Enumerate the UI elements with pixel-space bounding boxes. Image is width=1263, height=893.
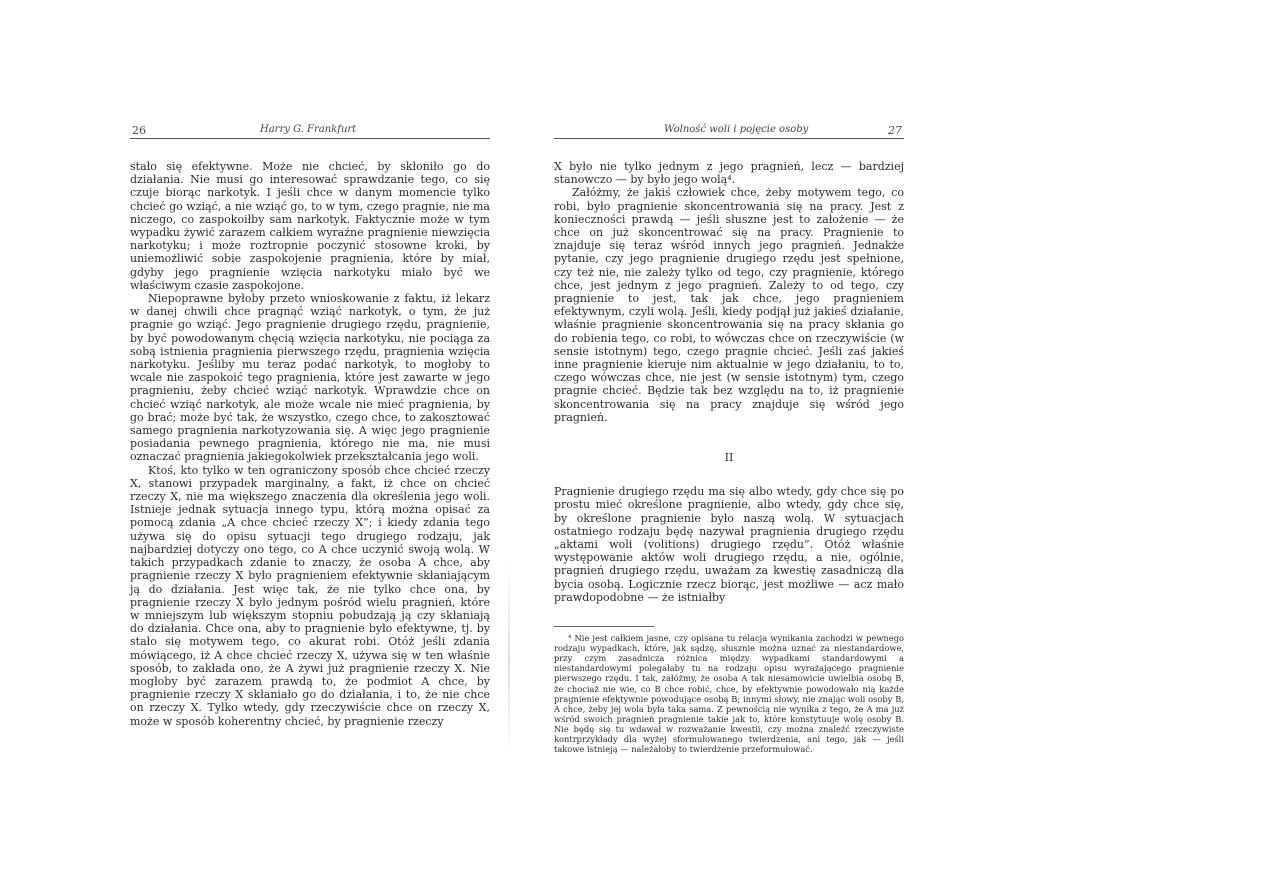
author-name: Harry G. Frankfurt	[260, 124, 357, 135]
right-page	[554, 120, 904, 754]
paragraph: Załóżmy, że jakiś człowiek chce, żeby motywem tego, co robi, było pragnienie skoncentrowania się na pracy. Jest z konieczności prawdą — jeśli słuszne jest to założenie — że chce on już skoncentrować się na pracy. Pragnienie to znajduje się teraz wśród innych jego pragnień. Jednakże pytanie, czy jego pragnienie drugiego rzędu jest spełnione, czy też nie, nie zależy tylko od tego, czy pragnienie, którego chce, jest jednym z jego pragnień. Zależy to od tego, czy pragnienie to jest, tak jak chce, jego pragnieniem efektywnym, czyli wolą. Jeśli, kiedy podjął już jakieś działanie, właśnie pragnienie skoncentrowania się na pracy skłania go do robienia tego, co robi, to wówczas chce on rzeczywiście (w sensie istotnym) tego, czego pragnie chcieć. Jeśli zaś jakieś inne pragnienie kieruje nim aktualnie w jego działaniu, to to, czego wówczas chce, nie jest (w sensie istotnym) tym, czego pragnie chcieć. Będzie tak bez względu na to, iż pragnienie skoncentrowania się na pracy znajduje się wśród jego pragnień.	[554, 186, 904, 424]
footnote-text: ⁴ Nie jest całkiem jasne, czy opisana tu relacja wynikania zachodzi w pewnego rodzaju wypadkach, które, jak sądzę, słusznie można uznać za niestandardowe, przy czym zasadnicza różnica między wypadkami standardowymi a niestandardowymi polegałaby tu na rodzaju opisu wyrażającego pragnienie pierwszego rzędu. I tak, załóżmy, że osoba A tak niesamowicie uwielbia osobę B, że chociaż nie wie, co B chce robić, chce, by efektywnie powodowało nią każde pragnienie efektywnie powodujące osobą B; innymi słowy, nie znając woli osoby B, A chce, żeby jej wola była taka sama. Z pewnością nie wynika z tego, że A ma już wśród swoich pragnień pragnienie takie jak to, które konstytuuje wolę osoby B. Nie będę się tu wdawał w rozważanie kwestii, czy można znaleźć rzeczywiste kontrprzykłady dla wyżej sformułowanego twierdzenia, ani tego, jak — jeśli takowe istnieją — należałoby to twierdzenie przeformułować.	[554, 633, 904, 755]
page-number: 27	[888, 124, 902, 137]
footnote-divider	[554, 626, 654, 627]
paragraph: stało się efektywne. Może nie chcieć, by skłoniło go do działania. Nie musi go interesować sprawdzanie tego, co się czuje biorąc narkotyk. I jeśli chce w danym momencie tylko chcieć go wziąć, a nie wziąć go, to w tym, czego pragnie, nie ma niczego, co zaspokoiłby sam narkotyk. Faktycznie może w tym wypadku żywić zarazem całkiem wyraźne pragnienie niewzięcia narkotyku; i może roztropnie poczynić stosowne kroki, by uniemożliwić sobie zaspokojenie pragnienia, które by miał, gdyby jego pragnienie wzięcia narkotyku miało być we właściwym czasie zaspokojone.	[130, 160, 490, 292]
paragraph: Ktoś, kto tylko w ten ograniczony sposób chce chcieć rzeczy X, stanowi przypadek marginalny, a fakt, iż chce on chcieć rzeczy X, nie ma większego znaczenia dla określenia jego woli. Istnieje jednak sytuacja innego typu, którą można opisać za pomocą zdania „A chce chcieć rzeczy X”; i kiedy zdania tego używa się do opisu sytuacji tego drugiego rodzaju, jak najbardziej dotyczy ono tego, co A chce uczynić swoją wolą. W takich przypadkach zdanie to znaczy, że osoba A chce, aby pragnienie rzeczy X było pragnieniem efektywnie skłaniającym ją do działania. Jest więc tak, że nie tylko chce ona, by pragnienie rzeczy X było jednym pośród wielu pragnień, które w mniejszym lub większym stopniu pobudzają ją czy skłaniają do działania. Chce ona, aby to pragnienie było efektywne, tj. by stało się motywem tego, co akurat robi. Otóż jeśli zdania mówiącego, iż A chce chcieć rzeczy X, używa się w ten właśnie sposób, to zakłada ono, że A żywi już pragnienie rzeczy X. Nie mogłoby być zarazem prawdą to, że podmiot A chce, by pragnienie rzeczy X skłaniało go do działania, i to, że nie chce on rzeczy X. Tylko wtedy, gdy rzeczywiście chce on rzeczy X, może w sposób koherentny chcieć, by pragnienie rzeczy	[130, 463, 490, 728]
paragraph: Niepoprawne byłoby przeto wnioskowanie z faktu, iż lekarz w danej chwili chce pragnąć wziąć narkotyk, o tym, że już pragnie go wziąć. Jego pragnienie drugiego rzędu, pragnienie, by być powodowanym chęcią wzięcia narkotyku, nie pociąga za sobą istnienia pragnienia pierwszego rzędu, pragnienia wzięcia narkotyku. Jeśliby mu teraz podać narkotyk, to mogłoby to wcale nie zaspokoić tego pragnienia, które jest zawarte w jego pragnieniu, żeby chcieć wziąć narkotyk. Wprawdzie chce on chcieć wziąć narkotyk, ale może wcale nie mieć pragnienia, by go brać; może być tak, że wszystko, czego chce, to zakosztować samego pragnienia narkotyzowania się. A więc jego pragnienie posiadania pewnego pragnienia, którego nie ma, nie musi oznaczać pragnienia jakiegokolwiek przekształcania jego woli.	[130, 292, 490, 464]
chapter-title: Wolność woli i pojęcie osoby	[664, 124, 809, 135]
left-page	[130, 120, 490, 728]
page-gutter	[508, 560, 510, 760]
body-text	[130, 160, 490, 728]
running-head	[554, 120, 904, 139]
running-head	[130, 120, 490, 139]
body-text	[554, 160, 904, 604]
paragraph: Pragnienie drugiego rzędu ma się albo wtedy, gdy chce się po prostu mieć określone pragnienie, albo wtedy, gdy chce się, by określone pragnienie było naszą wolą. W sytuacjach ostatniego rodzaju będę nazywał pragnienia drugiego rzędu „aktami woli (volitions) drugiego rzędu”. Otóż właśnie występowanie aktów woli drugiego rzędu, a nie, ogólnie, pragnień drugiego rzędu, uważam za kwestię zasadniczą dla bycia osobą. Logicznie rzecz biorąc, jest możliwe — acz mało prawdopodobne — że istniałby	[554, 485, 904, 604]
footnote	[554, 633, 904, 754]
page-number: 26	[132, 124, 146, 137]
section-number: II	[724, 451, 734, 465]
paragraph: X było nie tylko jednym z jego pragnień, lecz — bardziej stanowczo — by było jego wolą⁴.	[554, 160, 904, 187]
